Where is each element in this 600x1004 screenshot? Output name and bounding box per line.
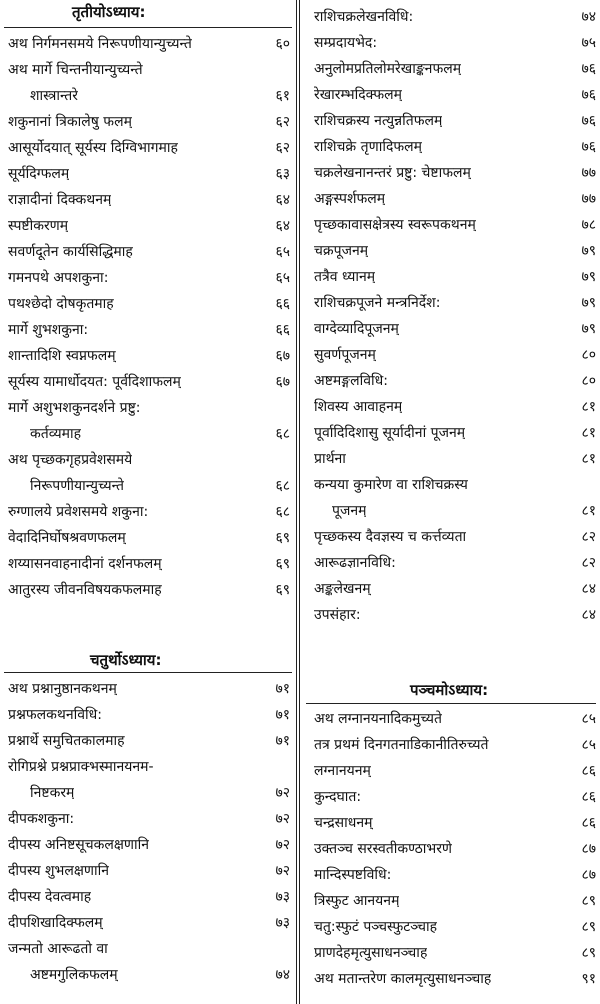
toc-entry-title: अथ मतान्तरेण कालमृत्युसाधनञ्चाह: [314, 971, 492, 987]
toc-entry-title: वाग्देव्यादिपूजनम्: [314, 321, 399, 337]
toc-entry-title: प्रश्नफलकथनविधि:: [8, 707, 102, 723]
toc-entry-page: ८१: [581, 503, 596, 519]
toc-entry-title: पूजनम्: [332, 503, 367, 519]
toc-entry-title: मान्दिस्पष्टविधि:: [314, 867, 392, 883]
toc-entry-page: ७२: [275, 811, 290, 827]
toc-entry-page: ६८: [275, 426, 290, 442]
toc-entry-title: रेखारम्भदिक्फलम्: [314, 87, 402, 103]
toc-entry-title: तत्रैव ध्यानम्: [314, 269, 376, 285]
toc-entry-page: ६९: [275, 530, 290, 546]
toc-entry-page: ८०: [581, 373, 596, 389]
toc-entry-page: ७१: [275, 681, 290, 697]
toc-entry-page: ८४: [581, 607, 596, 623]
toc-entry-title: स्पष्टीकरणम्: [8, 218, 69, 234]
toc-entry-title: राशिचक्रलेखनविधि:: [314, 9, 414, 25]
chapter-3-heading: तृतीयोऽध्याय:: [72, 3, 146, 21]
toc-entry-title: प्रार्थना: [314, 451, 346, 467]
toc-entry-title: पथश्छेदो दोषकृतमाह: [8, 296, 114, 312]
toc-entry-page: ८०: [581, 347, 596, 363]
toc-entry-page: ७७: [581, 165, 596, 181]
toc-entry-title: पृच्छकस्य दैवज्ञस्य च कर्त्तव्यता: [314, 529, 467, 545]
toc-entry-page: ९१: [581, 971, 596, 987]
toc-entry-page: ६८: [275, 478, 290, 494]
toc-entry-title: सूर्यस्य यामार्धोदयत: पूर्वदिशाफलम्: [8, 374, 181, 390]
toc-entry-title: अथ लग्नानयनादिकमुच्यते: [314, 711, 443, 727]
toc-entry-page: ६१: [275, 88, 290, 104]
toc-entry-title: अथ पृच्छकगृहप्रवेशसमये: [8, 452, 133, 468]
toc-entry-title: अङ्गस्पर्शफलम्: [314, 191, 386, 207]
toc-entry-page: ८९: [581, 893, 596, 909]
toc-entry-title: दीपस्य अनिष्टसूचकलक्षणानि: [8, 837, 150, 853]
toc-entry-title: सुवर्णपूजनम्: [314, 347, 376, 363]
toc-entry-page: ७१: [275, 733, 290, 749]
toc-entry-page: ७९: [581, 243, 596, 259]
toc-entry-title: प्रश्नार्थे समुचितकालमाह: [8, 733, 125, 749]
toc-entry-page: ६८: [275, 504, 290, 520]
toc-entry-title: राशिचक्रे तृणादिफलम्: [314, 139, 423, 155]
toc-entry-page: ८५: [581, 711, 596, 727]
toc-entry-title: रुग्णालये प्रवेशसमये शकुना:: [8, 504, 149, 520]
toc-entry-page: ७६: [581, 139, 596, 155]
toc-entry-title: आतुरस्य जीवनविषयकफलमाह: [8, 582, 162, 598]
toc-entry-title: तत्र प्रथमं दिनगतनाडिकानीतिरुच्यते: [314, 737, 489, 753]
toc-entry-page: ८६: [581, 763, 596, 779]
toc-entry-page: ६२: [275, 140, 290, 156]
toc-entry-page: ६७: [275, 348, 290, 364]
toc-entry-title: शिवस्य आवाहनम्: [314, 399, 403, 415]
toc-entry-title: राशिचक्रपूजने मन्त्रनिर्देश:: [314, 295, 441, 311]
toc-entry-page: ७८: [581, 217, 596, 233]
toc-entry-title: अथ निर्गमनसमये निरूपणीयान्युच्यन्ते: [8, 36, 192, 52]
toc-entry-title: अथ मार्गे चिन्तनीयान्युच्यन्ते: [8, 62, 143, 78]
toc-entry-page: ८७: [581, 841, 596, 857]
toc-entry-title: प्राणदेहमृत्युसाधनञ्चाह: [314, 945, 428, 961]
chapter-5-heading: पञ्चमोऽध्याय:: [410, 681, 489, 699]
toc-entry-page: ६५: [275, 270, 290, 286]
toc-entry-page: ६६: [275, 322, 290, 338]
toc-entry-page: ८६: [581, 815, 596, 831]
toc-entry-page: ७४: [275, 967, 290, 983]
toc-entry-page: ७६: [581, 61, 596, 77]
toc-entry-page: ८१: [581, 451, 596, 467]
toc-entry-page: ७९: [581, 321, 596, 337]
toc-entry-title: सवर्णदूतेन कार्यसिद्धिमाह: [8, 244, 133, 260]
toc-entry-page: ८४: [581, 581, 596, 597]
toc-entry-title: मार्गे अशुभशकुनदर्शने प्रष्टु:: [8, 400, 141, 416]
toc-entry-title: कुन्दघात:: [314, 789, 362, 805]
toc-entry-page: ६३: [275, 166, 290, 182]
toc-entry-title: चतु:स्फुटं पञ्चस्फुटञ्चाह: [314, 919, 438, 935]
toc-entry-page: ६५: [275, 244, 290, 260]
toc-entry-page: ७९: [581, 269, 596, 285]
toc-entry-page: ६४: [275, 218, 290, 234]
toc-entry-page: ८१: [581, 425, 596, 441]
toc-entry-title: अथ प्रश्नानुष्ठानकथनम्: [8, 681, 117, 697]
toc-entry-title: शय्यासनवाहनादीनां दर्शनफलम्: [8, 556, 162, 572]
toc-entry-title: जन्मतो आरूढतो वा: [8, 941, 108, 957]
toc-entry-title: निरूपणीयान्युच्यन्ते: [30, 478, 124, 494]
toc-entry-title: कन्यया कुमारेण वा राशिचक्रस्य: [314, 477, 468, 493]
toc-entry-title: चन्द्रसाधनम्: [314, 815, 373, 831]
toc-entry-title: आसूर्योदयात् सूर्यस्य दिग्विभागमाह: [8, 140, 178, 156]
toc-entry-title: मार्गे शुभशकुना:: [8, 322, 89, 338]
toc-entry-page: ८२: [581, 529, 596, 545]
toc-entry-page: ८५: [581, 737, 596, 753]
heading-rule: [306, 703, 596, 704]
toc-entry-page: ६०: [275, 36, 290, 52]
toc-entry-page: ६७: [275, 374, 290, 390]
toc-entry-page: ६९: [275, 582, 290, 598]
toc-entry-title: शकुनानां त्रिकालेषु फलम्: [8, 114, 132, 130]
toc-entry-title: सम्प्रदायभेद:: [314, 35, 378, 51]
toc-entry-page: ७७: [581, 191, 596, 207]
toc-entry-page: ८९: [581, 919, 596, 935]
toc-entry-page: ७५: [581, 35, 596, 51]
column-divider-inner: [299, 0, 300, 1004]
toc-entry-title: त्रिस्फुट आनयनम्: [314, 893, 400, 909]
toc-entry-title: राशिचक्रस्य नत्युन्नतिफलम्: [314, 113, 443, 129]
toc-entry-page: ७१: [275, 707, 290, 723]
toc-entry-title: दीपस्य शुभलक्षणानि: [8, 863, 110, 879]
toc-entry-title: रोगिप्रश्ने प्रश्नप्राक्भस्मानयनम-: [8, 759, 154, 775]
toc-entry-page: ७६: [581, 113, 596, 129]
toc-entry-page: ८२: [581, 555, 596, 571]
heading-rule: [4, 27, 292, 28]
toc-entry-title: वेदादिनिर्घोषश्रवणफलम्: [8, 530, 126, 546]
toc-entry-title: दीपकशकुना:: [8, 811, 75, 827]
toc-entry-title: अनुलोमप्रतिलोमरेखाङ्कनफलम्: [314, 61, 462, 77]
toc-entry-page: ७६: [581, 87, 596, 103]
toc-entry-title: पूर्वादिदिशासु सूर्यादीनां पूजनम्: [314, 425, 466, 441]
toc-entry-page: ८९: [581, 945, 596, 961]
chapter-4-heading: चतुर्थोऽध्याय:: [90, 651, 162, 669]
toc-entry-title: आरूढज्ञानविधि:: [314, 555, 396, 571]
toc-entry-page: ७२: [275, 785, 290, 801]
toc-entry-title: अष्टमगुलिकफलम्: [30, 967, 118, 983]
toc-entry-title: दीपस्य देवत्वमाह: [8, 889, 92, 905]
toc-entry-page: ६९: [275, 556, 290, 572]
toc-entry-title: कर्तव्यमाह: [30, 426, 82, 442]
toc-entry-title: चक्रपूजनम्: [314, 243, 369, 259]
toc-entry-page: ६६: [275, 296, 290, 312]
heading-rule: [4, 672, 292, 673]
toc-entry-page: ८१: [581, 399, 596, 415]
toc-entry-title: गमनपथे अपशकुना:: [8, 270, 109, 286]
toc-entry-title: उक्तञ्च सरस्वतीकण्ठाभरणे: [314, 841, 453, 857]
toc-entry-page: ७३: [275, 915, 290, 931]
toc-entry-title: लग्नानयनम्: [314, 763, 371, 779]
toc-entry-title: उपसंहार:: [314, 607, 361, 623]
toc-entry-title: चक्रलेखनानन्तरं प्रष्टु: चेष्टाफलम्: [314, 165, 471, 181]
toc-entry-title: दीपशिखादिक्फलम्: [8, 915, 103, 931]
toc-entry-title: राज्ञादीनां दिक्कथनम्: [8, 192, 112, 208]
toc-entry-title: अङ्कलेखनम्: [314, 581, 371, 597]
toc-entry-title: पृच्छकावासक्षेत्रस्य स्वरूपकथनम्: [314, 217, 476, 233]
toc-entry-title: शास्त्रान्तरे: [30, 88, 78, 104]
toc-entry-page: ७२: [275, 863, 290, 879]
toc-entry-page: ६४: [275, 192, 290, 208]
toc-entry-page: ८६: [581, 789, 596, 805]
toc-entry-page: ७४: [581, 9, 596, 25]
column-divider: [296, 0, 297, 1004]
toc-entry-page: ७३: [275, 889, 290, 905]
toc-entry-title: अष्टमङ्गलविधि:: [314, 373, 388, 389]
toc-entry-title: निष्टकरम्: [30, 785, 75, 801]
toc-entry-page: ८७: [581, 867, 596, 883]
toc-entry-page: ७२: [275, 837, 290, 853]
toc-entry-page: ७९: [581, 295, 596, 311]
toc-entry-title: शान्तादिशि स्वप्नफलम्: [8, 348, 116, 364]
toc-entry-page: ६२: [275, 114, 290, 130]
toc-entry-title: सूर्यदिग्फलम्: [8, 166, 70, 182]
